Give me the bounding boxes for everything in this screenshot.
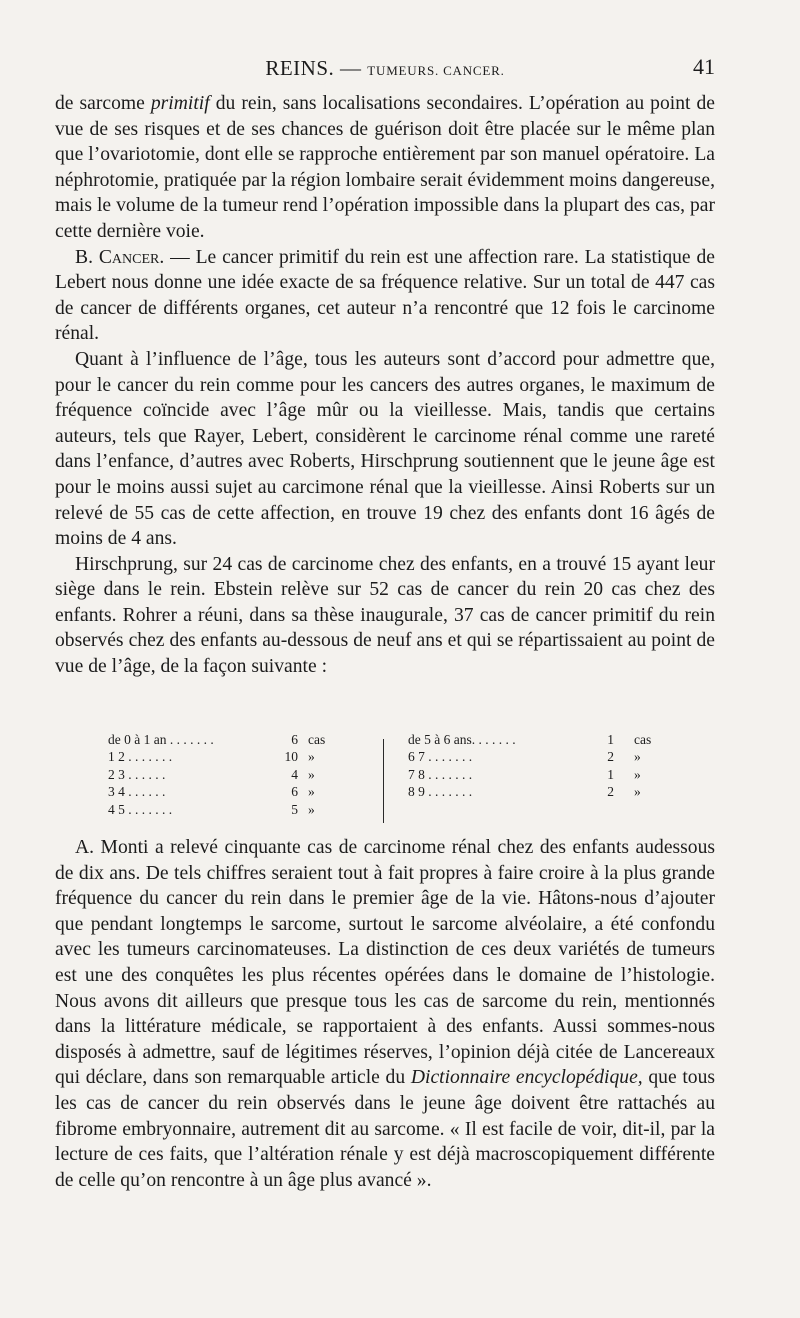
running-head-subtitle: TUMEURS. CANCER. — [367, 63, 505, 78]
age-table-row — [108, 731, 380, 748]
age-table-row — [408, 748, 714, 765]
case-unit: cas — [308, 732, 326, 747]
running-head-main: REINS. — — [265, 56, 368, 80]
case-unit: » — [308, 749, 315, 765]
age-range-label: de 0 à 1 an . . . . . . . — [108, 732, 214, 747]
paragraph — [55, 245, 715, 347]
age-distribution-table — [108, 731, 708, 823]
italic-text: primitif — [150, 93, 210, 114]
case-count: 10 — [284, 749, 298, 765]
case-unit: » — [634, 749, 641, 765]
body-text-bottom — [55, 835, 715, 1193]
age-range-label: 8 9 . . . . . . . — [408, 784, 473, 800]
case-count: 2 — [607, 784, 614, 800]
age-table-row — [108, 783, 380, 800]
text-run: Quant à l’influence de l’âge, tous les auteurs sont d’accord pour admettre que, pour le cancer du rein comme pour les cancers des autres organes, le maximum de fréquence coïncide avec l’âge mûr ou la vieillesse. Mais, tandis que certains auteurs, tels que Rayer, Lebert, considèrent le carcinome rénal comme une rareté dans l’enfance, d’autres avec Roberts, Hirschprung soutiennent que le jeune âge est pour le moins aussi sujet au carcimone rénal que la vieillesse. Ainsi Roberts sur un relevé de 55 cas de cette affection, en trouve 19 chez des enfants dont 16 âgés de moins de 4 ans. — [55, 348, 715, 550]
case-count: 6 — [291, 732, 298, 747]
age-table-row — [408, 731, 714, 748]
age-table-right-column — [408, 731, 714, 801]
case-count: 4 — [291, 766, 298, 782]
case-unit: » — [634, 766, 641, 782]
text-run: Hirschprung, sur 24 cas de carcinome chez des enfants, en a trouvé 15 ayant leur siège dans le rein. Ebstein relève sur 52 cas de cancer du rein 20 cas chez des enfants. Rohrer a réuni, dans sa thèse inaugurale, 37 cas de cancer primitif du rein observés chez des enfants au-dessous de neuf ans et qui se répartissaient au point de vue de l’âge, de la façon suivante : — [55, 553, 715, 678]
age-range-label: de 5 à 6 ans. . . . . . . — [408, 732, 516, 747]
paragraph — [55, 835, 715, 1193]
age-table-left-column — [108, 731, 380, 818]
age-range-label: 1 2 . . . . . . . — [108, 749, 173, 765]
age-table-row — [408, 766, 714, 783]
page-header — [55, 52, 715, 82]
age-table-row — [108, 801, 380, 818]
case-count: 6 — [291, 784, 298, 800]
paragraph — [55, 347, 715, 552]
case-unit: » — [634, 784, 641, 800]
case-unit: » — [308, 801, 315, 817]
case-count: 1 — [607, 732, 614, 747]
text-run: B. — [75, 246, 99, 268]
text-run: de sarcome — [55, 93, 151, 114]
case-count: 5 — [291, 801, 298, 817]
age-table-row — [108, 766, 380, 783]
paragraph — [55, 552, 715, 680]
age-table-row — [108, 748, 380, 765]
age-range-label: 2 3 . . . . . . — [108, 766, 166, 782]
age-range-label: 3 4 . . . . . . — [108, 784, 166, 800]
age-range-label: 6 7 . . . . . . . — [408, 749, 473, 765]
age-table-row — [408, 783, 714, 800]
case-count: 1 — [607, 766, 614, 782]
running-head — [55, 56, 715, 81]
body-text-top — [55, 91, 715, 680]
text-run: du rein, sans localisations secondaires. L’opération au point de vue de ses risques et de ses chances de guérison doit être placée sur le même plan que l’ovariotomie, dont elle se rapproche entièrement par son manuel opératoire. La néphrotomie, pratiquée par la région lombaire serait évidemment moins dangereuse, mais le volume de la tumeur rend l’opération impossible dans la plupart des cas, par cette dernière voie. — [55, 93, 715, 242]
table-divider — [383, 739, 384, 823]
case-unit: cas — [634, 732, 652, 747]
italic-text: Dictionnaire encyclopédique, — [410, 1067, 643, 1089]
paragraph — [55, 91, 715, 245]
case-count: 2 — [607, 749, 614, 765]
page-number: 41 — [693, 54, 715, 79]
case-unit: » — [308, 766, 315, 782]
age-range-label: 7 8 . . . . . . . — [408, 766, 473, 782]
age-range-label: 4 5 . . . . . . . — [108, 801, 173, 817]
text-run: que tous les cas de cancer du rein observés dans le jeune âge doivent être rattachés au fibrome embryonnaire, autrement dit au sarcome. « Il est facile de voir, dit-il, par la lecture de ces faits, que l’altération rénale y est déjà macroscopiquement différente de celle qu’on rencontre à un âge plus avancé ». — [55, 1067, 715, 1191]
text-run: — Le cancer primitif du rein est une affection rare. La statistique de Lebert nous donne une idée exacte de sa fréquence relative. Sur un total de 447 cas de cancer de différents organes, cet auteur n’a rencontré que 12 fois le carcinome rénal. — [55, 246, 715, 345]
case-unit: » — [308, 784, 315, 800]
small-caps-heading: Cancer. — [98, 246, 165, 268]
text-run: A. Monti a relevé cinquante cas de carcinome rénal chez des enfants audessous de dix ans. De tels chiffres seraient tout à fait propres à faire croire à la plus grande fréquence du cancer du rein dans le premier âge de la vie. Hâtons-nous d’ajouter que pendant longtemps le sarcome, surtout le sarcome alvéolaire, a été confondu avec les tumeurs carcinomateuses. La distinction de ces deux variétés de tumeurs est une des conquêtes les plus récentes opérées dans le domaine de l’histologie. Nous avons dit ailleurs que presque tous les cas de sarcome du rein, mentionnés dans la littérature médicale, se rapportaient à des enfants. Aussi sommes-nous disposés à admettre, sauf de légitimes réserves, l’opinion déjà citée de Lancereaux qui déclare, dans son remarquable article du — [55, 837, 715, 1089]
